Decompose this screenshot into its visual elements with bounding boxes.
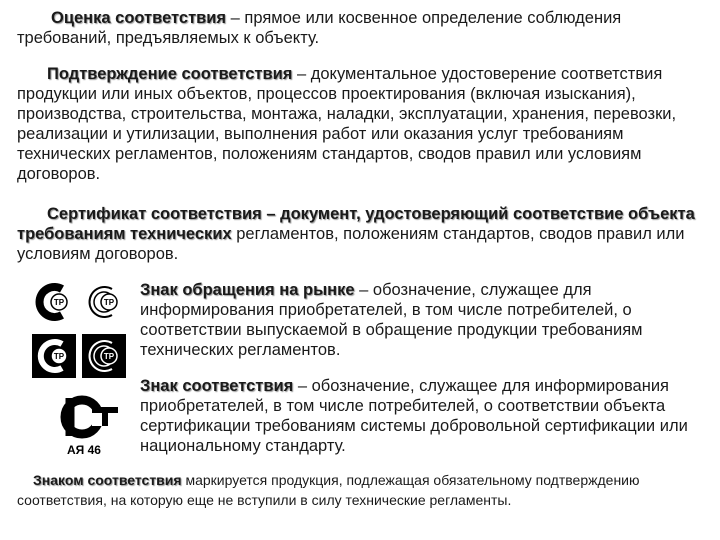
marking-note-term: Знаком соответствия — [33, 472, 182, 488]
certificate-paragraph — [17, 204, 707, 264]
market-sign-icon-outline-c — [82, 280, 126, 324]
marking-note-paragraph — [17, 470, 717, 510]
conformity-sign-paragraph — [140, 376, 710, 456]
conformity-sign-pct-icon — [48, 392, 120, 458]
marking-note-text: маркируется продукция, подлежащая обязательному подтверждению соответствия, на которую еще не вступили в силу технические регламенты. — [17, 472, 640, 508]
conformity-sign-term: Знак соответствия — [140, 377, 294, 395]
confirmation-term: Подтверждение соответствия — [47, 65, 293, 83]
market-sign-icon-black-c — [32, 280, 76, 324]
market-sign-letters-3: ТР — [53, 352, 65, 361]
assessment-paragraph — [17, 8, 707, 48]
market-sign-letters-2: ТР — [103, 298, 115, 307]
market-sign-letters-1: ТР — [53, 298, 65, 307]
market-sign-text: – обозначение, служащее для информирования приобретателей, в том числе потребителей, о соответствии выпускаемой в обращение продукции требованиям технических регламентов. — [140, 281, 643, 359]
confirmation-text: – документальное удостоверение соответствия продукции или иных объектов, процессов проектирования (включая изыскания), производства, строительства, монтажа, наладки, эксплуатации, хранения, перевозки, реализации и утилизации, выполнения работ или оказания услуг требованиям технических регламентов, положениям стандартов, сводов правил или условиям договоров. — [17, 65, 677, 183]
market-sign-term: Знак обращения на рынке — [140, 281, 355, 299]
certificate-text: регламентов, положениям стандартов, сводов правил или условиям договоров. — [17, 225, 685, 263]
conformity-sign-code: АЯ 46 — [67, 443, 101, 457]
market-sign-icon-outline-box — [82, 334, 126, 378]
conformity-sign-text: – обозначение, служащее для информирования приобретателей, в том числе потребителей, о соответствии объекта сертификации требованиям системы добровольной сертификации или национальному стандарту. — [140, 377, 688, 455]
assessment-text: – прямое или косвенное определение соблюдения требований, предъявляемых к объекту. — [17, 9, 622, 47]
market-sign-paragraph — [140, 280, 710, 360]
confirmation-paragraph — [17, 64, 707, 184]
certificate-term: Сертификат соответствия – документ, удостоверяющий соответствие объекта требованиям технических — [17, 205, 695, 243]
market-sign-icon-black-box — [32, 334, 76, 378]
market-sign-letters-4: ТР — [103, 352, 115, 361]
assessment-term: Оценка соответствия — [51, 9, 227, 27]
